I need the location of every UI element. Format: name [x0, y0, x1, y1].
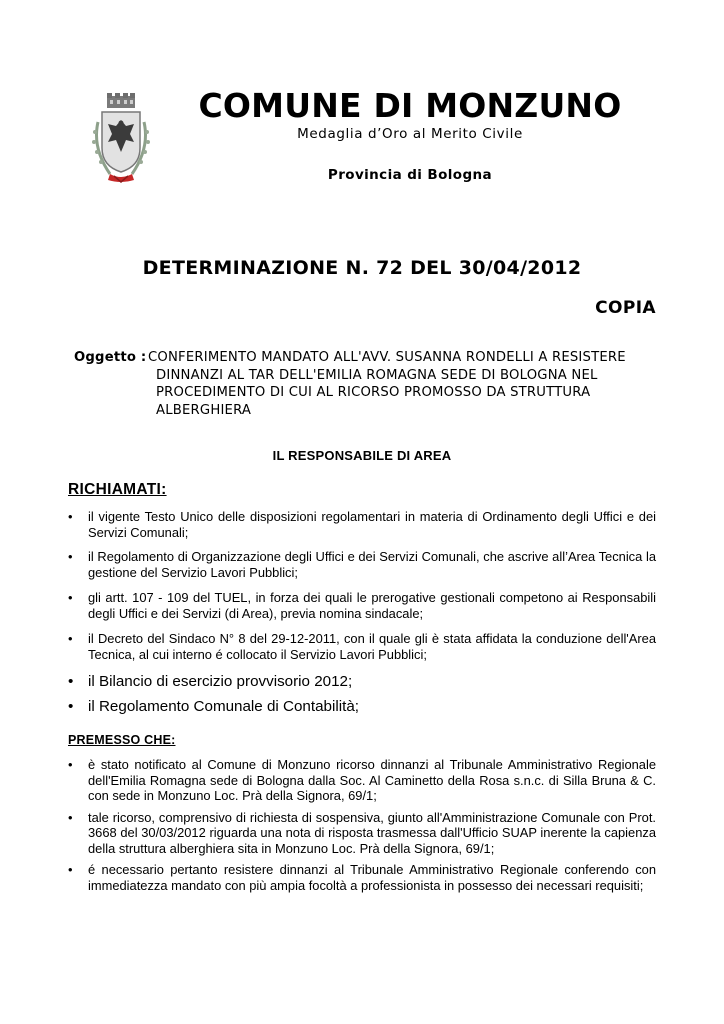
list-item	[68, 631, 656, 662]
list-item	[68, 590, 656, 621]
list-item-text: il vigente Testo Unico delle disposizioni regolamentari in materia di Ordinamento degli Uffici e dei Servizi Comunali;	[88, 509, 656, 540]
list-item	[68, 672, 656, 691]
list-item	[68, 697, 656, 716]
list-item	[68, 810, 656, 857]
subject-line: DINNANZI AL TAR DELL'EMILIA ROMAGNA SEDE DI BOLOGNA NEL	[156, 367, 598, 383]
subject-line: ALBERGHIERA	[156, 402, 252, 418]
list-item	[68, 549, 656, 580]
list-item-text: é necessario pertanto resistere dinnanzi al Tribunale Amministrativo Regionale conferendo con immediatezza mandato con più ampia focoltà a professionista in possesso dei necessari requisiti;	[88, 862, 656, 893]
list-item-text: il Regolamento di Organizzazione degli Uffici e dei Servizi Comunali, che ascrive all’Area Tecnica la gestione del Servizio Lavori Pubblici;	[88, 549, 656, 580]
section-heading-responsabile: IL RESPONSABILE DI AREA	[272, 448, 452, 463]
list-item-text: il Bilancio di esercizio provvisorio 2012;	[88, 673, 353, 690]
bullet-icon: •	[68, 698, 74, 715]
list-item-text: tale ricorso, comprensivo di richiesta di sospensiva, giunto all'Amministrazione Comunale con Prot. 3668 del 30/03/2012 riguarda una nota di risposta trasmessa dall'Ufficio SUAP inerente la capienza della struttura alberghiera sita in Monzuno Loc. Prà della Signora, 69/1;	[88, 809, 656, 856]
determination-heading: DETERMINAZIONE N. 72 DEL 30/04/2012	[142, 257, 582, 279]
bullet-icon: •	[68, 549, 73, 564]
list-item-text: è stato notificato al Comune di Monzuno ricorso dinnanzi al Tribunale Amministrativo Regionale dell'Emilia Romagna sede di Bologna dalla Soc. Al Caminetto della Rosa s.n.c. di Silla Bruna & C. con sede in Monzuno Loc. Prà della Signora, 69/1;	[88, 757, 656, 803]
richiamati-list	[68, 509, 656, 716]
copy-label: COPIA	[595, 298, 656, 318]
premesso-heading: PREMESSO CHE:	[68, 733, 176, 747]
subject-text	[148, 349, 652, 419]
municipal-crest-icon	[88, 92, 154, 184]
header-province: Provincia di Bologna	[327, 167, 493, 183]
list-item-text: il Regolamento Comunale di Contabilità;	[88, 698, 359, 715]
list-item-text: il Decreto del Sindaco N° 8 del 29-12-2011, con il quale gli è stata affidata la conduzione dell'Area Tecnica, al cui interno é collocato il Servizio Lavori Pubblici;	[88, 631, 656, 662]
page-title: COMUNE DI MONZUNO	[198, 86, 622, 125]
subject-label: Oggetto :	[74, 350, 147, 365]
bullet-icon: •	[68, 862, 73, 877]
list-item	[68, 862, 656, 893]
bullet-icon: •	[68, 673, 74, 690]
list-item	[68, 509, 656, 540]
bullet-icon: •	[68, 757, 73, 772]
list-item-text: gli artt. 107 - 109 del TUEL, in forza dei quali le prerogative gestionali competono ai Responsabili degli Uffici e dei Servizi (di Area), previa nomina sindacale;	[88, 590, 656, 621]
bullet-icon: •	[68, 809, 73, 825]
bullet-icon: •	[68, 631, 73, 646]
bullet-icon: •	[68, 509, 73, 524]
list-item	[68, 757, 656, 804]
premesso-list	[68, 757, 656, 893]
subject-line: CONFERIMENTO MANDATO ALL'AVV. SUSANNA RONDELLI A RESISTERE	[148, 350, 626, 365]
header-subtitle: Medaglia d’Oro al Merito Civile	[297, 126, 523, 142]
subject-block	[74, 349, 652, 419]
richiamati-heading: RICHIAMATI:	[68, 481, 167, 498]
subject-line: PROCEDIMENTO DI CUI AL RICORSO PROMOSSO DA STRUTTURA	[156, 385, 591, 400]
bullet-icon: •	[68, 590, 73, 605]
